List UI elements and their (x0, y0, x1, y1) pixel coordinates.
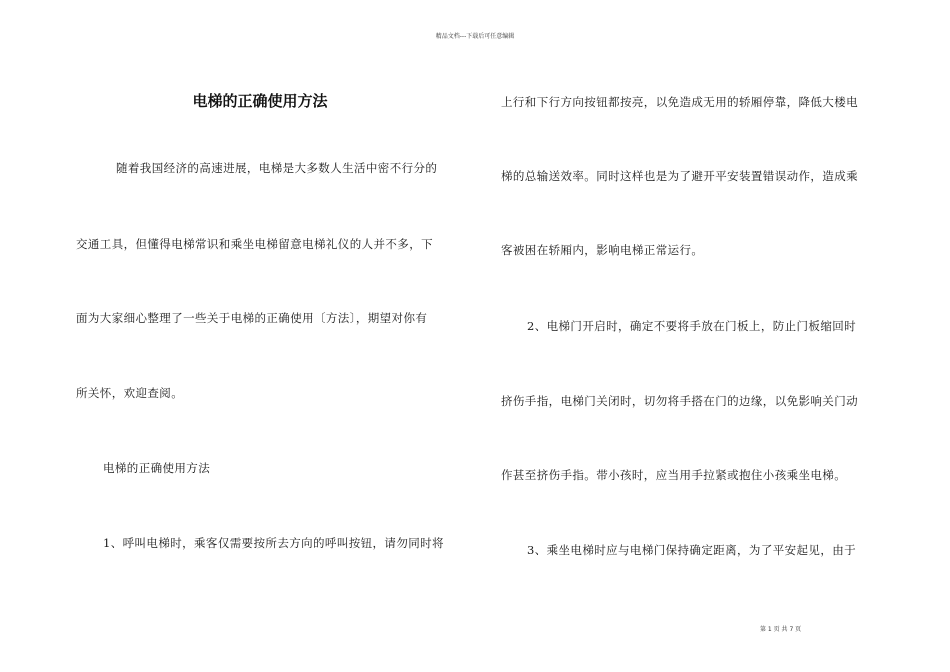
paragraph-line: 随着我国经济的高速进展，电梯是大多数人生活中密不行分的 (116, 161, 438, 175)
header-note: 精品文档---下载后可任意编辑 (435, 33, 515, 40)
paragraph-line: 梯的总输送效率。同时这样也是为了避开平安装置错误动作，造成乘 (501, 169, 858, 183)
paragraph-line: 作甚至挤伤手指。带小孩时，应当用手拉紧或抱住小孩乘坐电梯。 (501, 468, 847, 482)
paragraph-line: 客被困在轿厢内，影响电梯正常运行。 (501, 243, 704, 257)
paragraph-line: 2、电梯门开启时，确定不要将手放在门板上，防止门板缩回时 (527, 319, 857, 333)
paragraph-line: 所关怀，欢迎查阅。 (76, 386, 184, 400)
section-heading: 电梯的正确使用方法 (103, 461, 211, 475)
page-number: 第 1 页 共 7 页 (760, 626, 802, 633)
document-title: 电梯的正确使用方法 (192, 92, 328, 110)
paragraph-line: 3、乘坐电梯时应与电梯门保持确定距离，为了平安起见，由于 (527, 543, 857, 557)
paragraph-line: 交通工具，但懂得电梯常识和乘坐电梯留意电梯礼仪的人并不多，下 (76, 237, 433, 251)
paragraph-line: 1、呼叫电梯时，乘客仅需要按所去方向的呼叫按钮，请勿同时将 (103, 536, 444, 550)
paragraph-line: 上行和下行方向按钮都按亮，以免造成无用的轿厢停靠，降低大楼电 (501, 95, 858, 109)
paragraph-line: 挤伤手指，电梯门关闭时，切勿将手搭在门的边缘，以免影响关门动 (501, 394, 858, 408)
paragraph-line: 面为大家细心整理了一些关于电梯的正确使用〔方法〕，期望对你有 (76, 311, 428, 325)
